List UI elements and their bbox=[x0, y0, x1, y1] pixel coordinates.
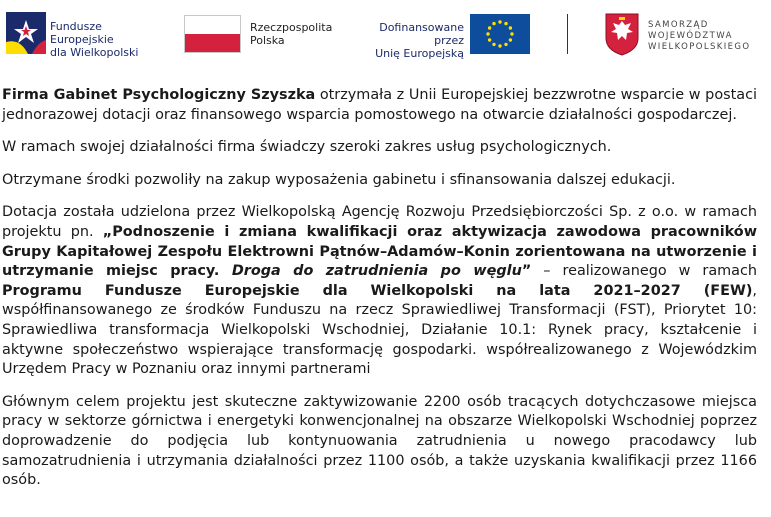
rp-line1: Rzeczpospolita bbox=[250, 21, 333, 34]
wielkopolska-eagle-crest-icon bbox=[604, 12, 640, 56]
project-intro: Dotacja została udzielona przez Wielkopolską Agencję Rozwoju Przedsiębiorczości Sp. z o.o. w ramach projektu pn. bbox=[2, 204, 757, 240]
paragraph-project bbox=[2, 203, 757, 379]
rzeczpospolita-polska-logo bbox=[184, 10, 333, 60]
logo-divider bbox=[567, 14, 568, 54]
fe-star-icon bbox=[6, 12, 46, 54]
sw-line3: WIELKOPOLSKIEGO bbox=[648, 42, 751, 52]
sw-line2: WOJEWÓDZTWA bbox=[648, 31, 733, 41]
fe-line1: Fundusze Europejskie bbox=[50, 20, 114, 46]
polish-flag-icon bbox=[184, 15, 241, 53]
paragraph-goal: Głównym celem projektu jest skuteczne zaktywizowanie 2200 osób tracących dotychczasowe miejsca pracy w sektorze górnictwa i energetyki konwencjonalnej na obszarze Wielkopolski Wschodniej poprzez doprowadzenie do podjęcia lub kontynuowania zatrudnienia u nowego pracodawcy lub samozatrudnienia i utrzymania działalności przez 1100 osób, a także uzyskania kwalifikacji przez 1166 osób. bbox=[2, 393, 757, 489]
company-name: Firma Gabinet Psychologiczny Szyszka bbox=[2, 87, 316, 103]
project-name: „Podnoszenie i zmiana kwalifikacji oraz aktywizacja zawodowa pracowników Grupy Kapitałowej Zespołu Elektrowni Pątnów–Adamów–Konin zorientowana na utworzenie i utrzymanie miejsc pracy. bbox=[2, 223, 757, 280]
eu-cofinanced-logo bbox=[350, 10, 540, 60]
paragraph-services: W ramach swojej działalności firma świadczy szeroki zakres usług psychologicznych. bbox=[2, 139, 612, 156]
samorzad-wojewodztwa-logo bbox=[604, 10, 769, 60]
project-subtitle: Droga do zatrudnienia po węglu bbox=[231, 263, 522, 280]
project-realized: – realizowanego w ramach bbox=[531, 263, 758, 280]
paragraph-funds: Otrzymane środki pozwoliły na zakup wyposażenia gabinetu i sfinansowania dalszej edukacji. bbox=[2, 171, 676, 188]
intro-text: otrzymała z Unii Europejskiej bezzwrotne wsparcie w postaci jednorazowej dotacji oraz finansowego wsparcia pomostowego na otwarcie działalności gospodarczej. bbox=[2, 87, 757, 123]
paragraph-intro bbox=[2, 86, 757, 125]
fundusze-europejskie-logo bbox=[6, 10, 166, 60]
eu-flag-icon bbox=[470, 14, 530, 54]
project-quote-close: ” bbox=[521, 263, 532, 280]
project-details: , współfinansowanego ze środków Funduszu na rzecz Sprawiedliwej Transformacji (FST), Priorytet 10: Sprawiedliwa transformacja Wielkopolski Wschodniej, Działanie 10.1: Rynek pracy, kształcenie i aktywne społeczeństwo wspierające transformację gospodarki. współrealizowanego z Wojewódzkim Urzędem Pracy w Poznaniu oraz innymi partnerami bbox=[2, 282, 757, 378]
rp-line2: Polska bbox=[250, 34, 285, 47]
sw-line1: SAMORZĄD bbox=[648, 20, 709, 30]
eu-line1: Dofinansowane przez bbox=[379, 21, 464, 47]
article-body bbox=[2, 86, 757, 504]
eu-line2: Unię Europejską bbox=[375, 47, 464, 60]
logo-bar bbox=[0, 0, 771, 70]
fe-line2: dla Wielkopolski bbox=[50, 46, 139, 59]
program-name: Programu Fundusze Europejskie dla Wielkopolski na lata 2021–2027 (FEW) bbox=[2, 282, 753, 299]
